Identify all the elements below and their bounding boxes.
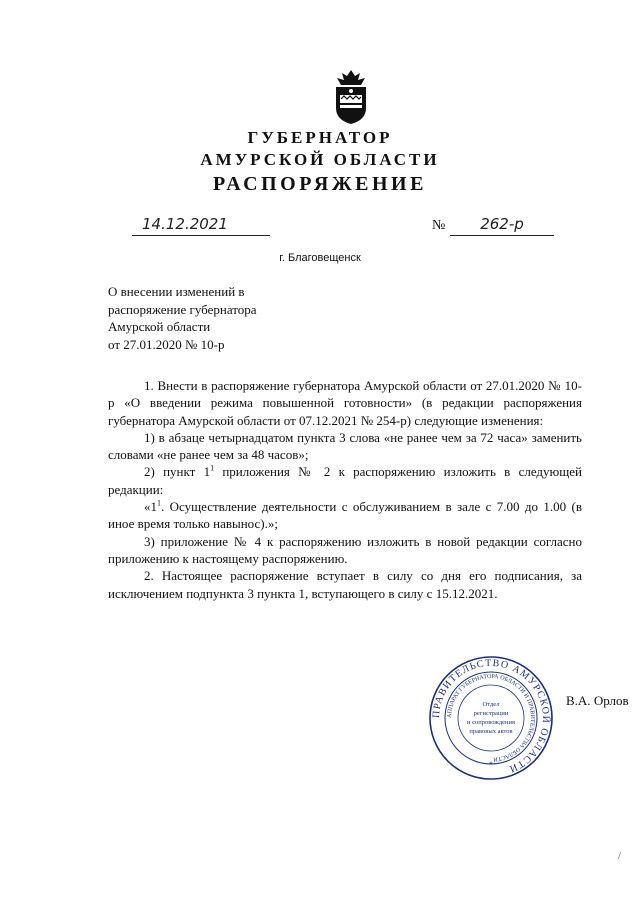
paragraph-6: 2. Настоящее распоряжение вступает в силу со дня его подписания, за исключением подпункта 3 пункта 1, вступающего в силу с 15.12.2021.	[108, 568, 582, 601]
coat-of-arms-emblem	[330, 68, 372, 126]
header-title: ГУБЕРНАТОР	[247, 128, 393, 147]
svg-text:и сопровождения: и сопровождения	[467, 719, 515, 726]
subject-line: распоряжение губернатора	[108, 301, 257, 317]
signer-initials: В.А.	[566, 693, 591, 708]
subject-line: О внесении изменений в	[108, 284, 245, 299]
svg-text:Отдел: Отдел	[482, 701, 500, 708]
svg-text:правовых актов: правовых актов	[469, 728, 513, 735]
paragraph-4: «$1^1$. Осуществление деятельности с обслуживанием в зале с 7.00 до 1.00 (в иное время только навынос).»;	[108, 498, 582, 532]
official-stamp	[428, 655, 554, 781]
number-label: №	[432, 218, 446, 233]
paragraph-1: 1. Внести в распоряжение губернатора Амурской области от 27.01.2020 № 10-р «О введении режима повышенной готовности» (в редакции распоряжения губернатора Амурской области от 07.12.2021 № 254-р) следующие изменения:	[108, 378, 582, 428]
paragraph-5: 3) приложение № 4 к распоряжению изложить в новой редакции согласно приложению к настоящему распоряжению.	[108, 533, 582, 566]
page-mark: /	[618, 850, 622, 862]
svg-text:ПРАВИТЕЛЬСТВО АМУРСКОЙ ОБЛАСТИ: ПРАВИТЕЛЬСТВО АМУРСКОЙ ОБЛАСТИ	[430, 657, 552, 775]
document-subject	[108, 283, 257, 353]
document-body	[108, 377, 582, 602]
document-number: 262-р	[450, 215, 554, 236]
document-date: 14.12.2021	[132, 215, 270, 236]
city: г. Благовещенск	[279, 252, 361, 264]
svg-text:АППАРАТ ГУБЕРНАТОРА ОБЛАСТИ И: АППАРАТ ГУБЕРНАТОРА ОБЛАСТИ И ПРАВИТЕЛЬСТВА ОБЛАСТИ	[446, 673, 536, 762]
svg-text:регистрации: регистрации	[473, 710, 509, 717]
signer-name	[566, 693, 629, 709]
subject-line: Амурской области	[108, 319, 211, 334]
paragraph-3: 2) пункт $1^1$ приложения № 2 к распоряжению изложить в следующей редакции:	[108, 464, 582, 497]
svg-text:*: *	[489, 760, 493, 769]
signer-surname: Орлов	[593, 693, 629, 708]
document-type: РАСПОРЯЖЕНИЕ	[213, 173, 427, 195]
paragraph-2: 1) в абзаце четырнадцатом пункта 3 слова «не ранее чем за 72 часа» заменить словами «не ранее чем за 48 часов»;	[108, 429, 582, 463]
header-region: АМУРСКОЙ ОБЛАСТИ	[200, 150, 440, 169]
subject-line: от 27.01.2020 № 10-р	[108, 336, 225, 352]
